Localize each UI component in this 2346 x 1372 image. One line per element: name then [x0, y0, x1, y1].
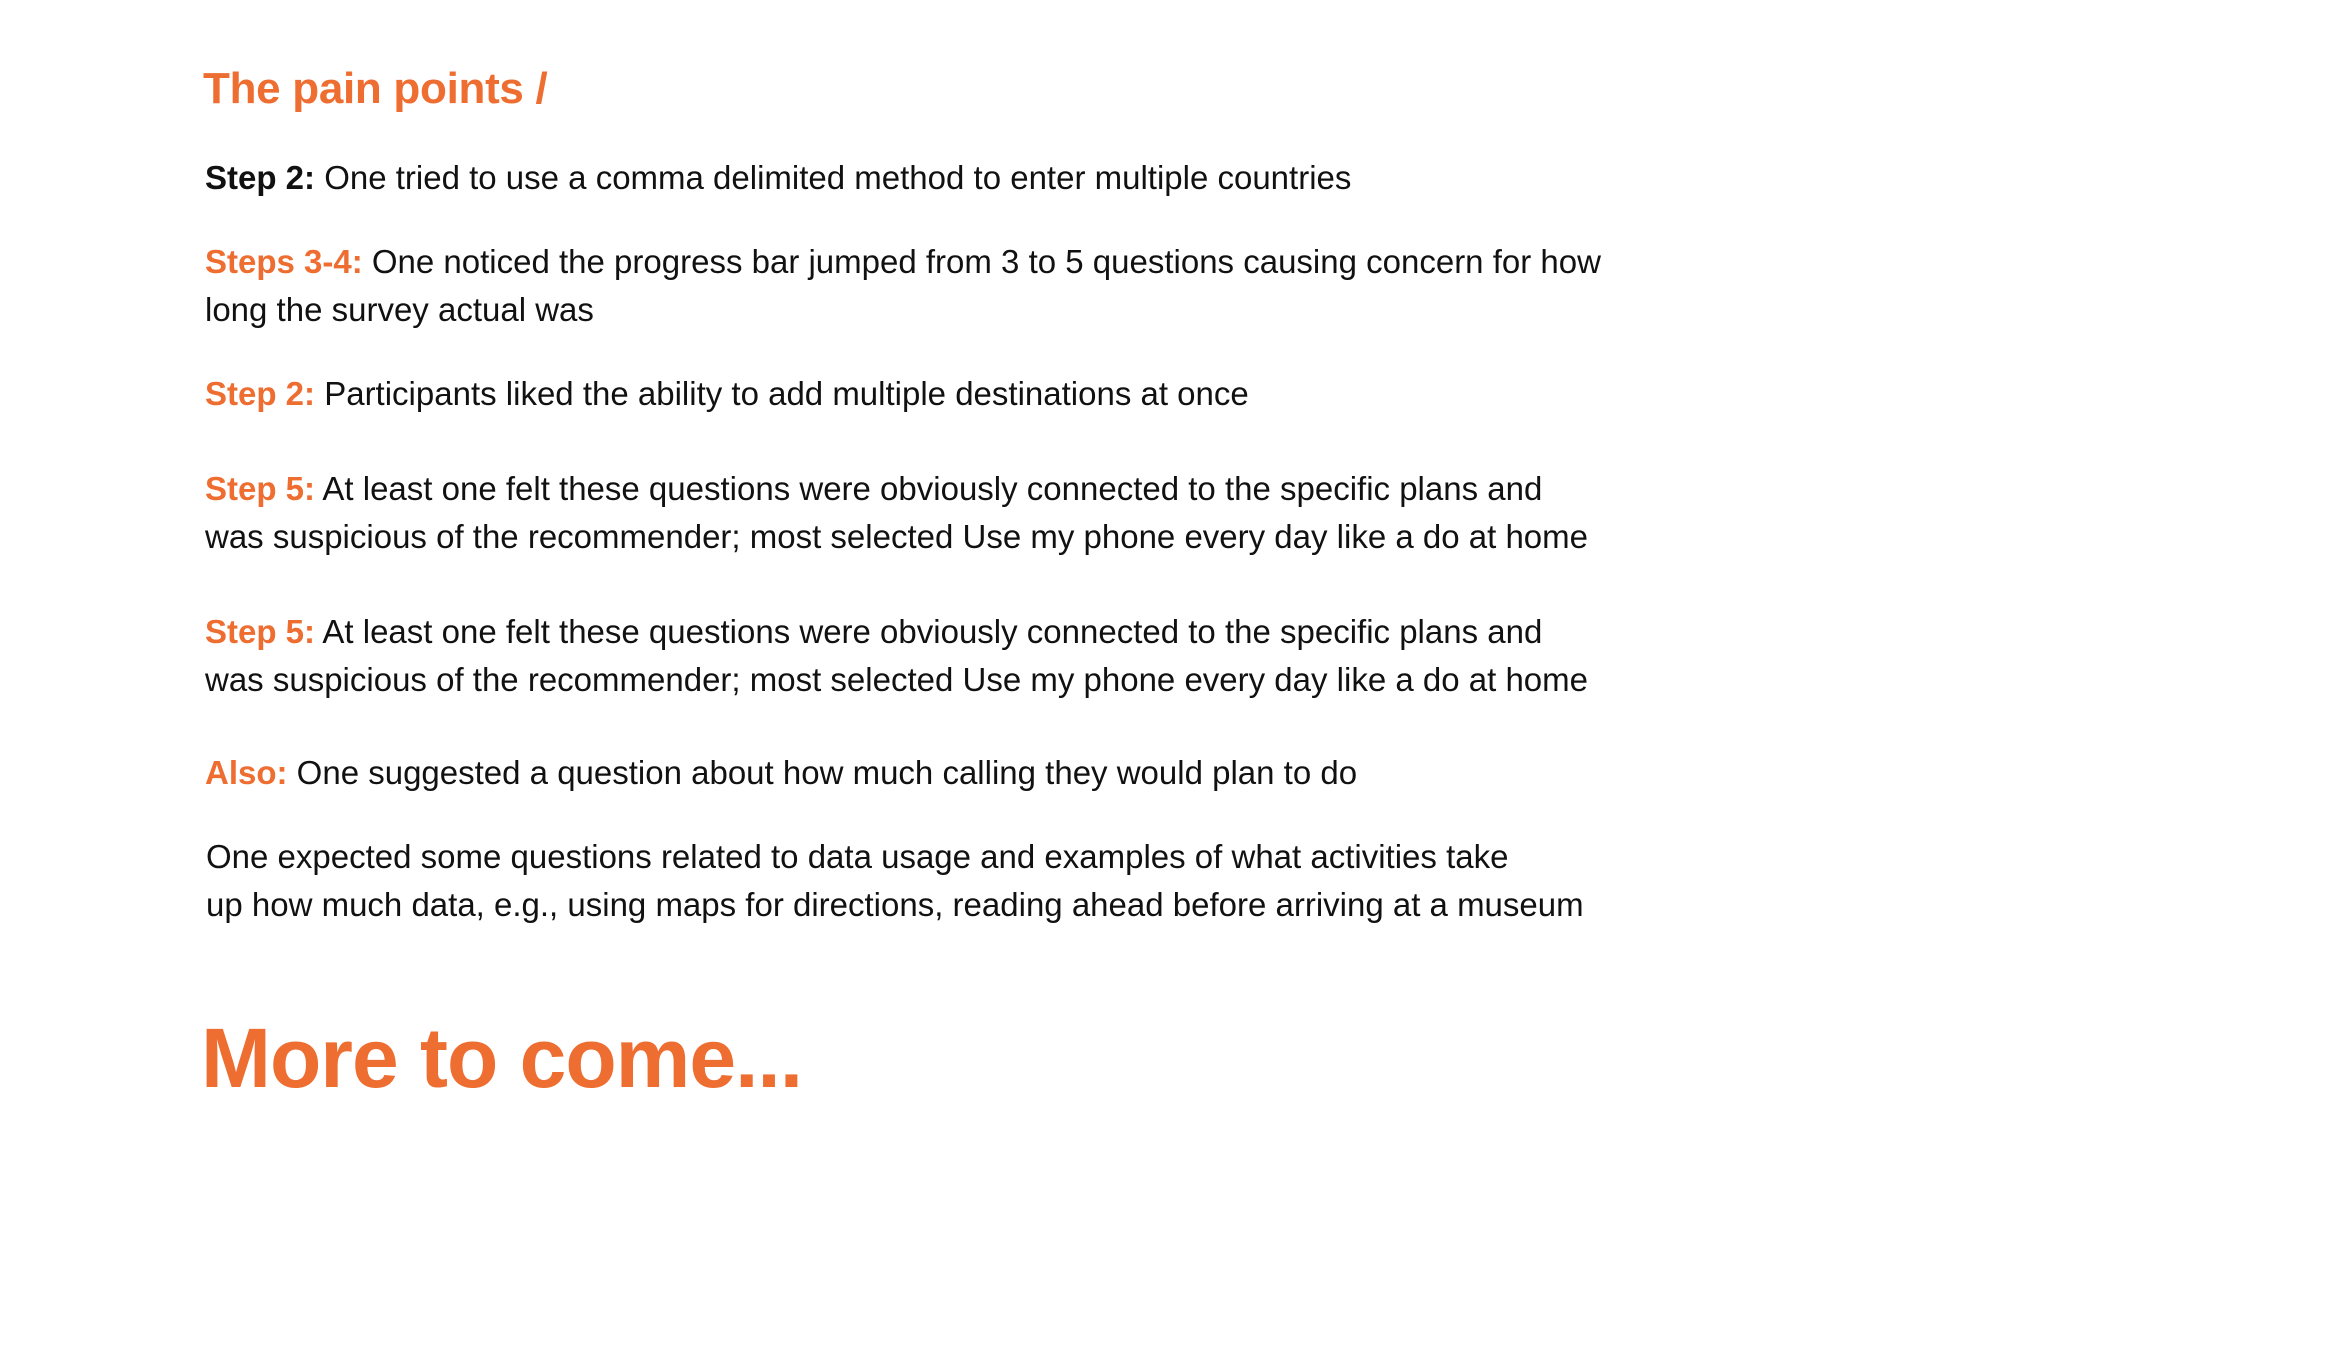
pain-point-text: Participants liked the ability to add multiple destinations at once: [324, 375, 1249, 412]
pain-point-label: Also:: [205, 754, 288, 791]
more-to-come-heading: More to come...: [201, 1011, 803, 1105]
pain-point-text: One suggested a question about how much calling they would plan to do: [296, 754, 1358, 791]
pain-point-label: Step 2:: [205, 375, 316, 412]
pain-point-item: [205, 465, 1588, 561]
pain-point-text: At least one felt these questions were obviously connected to the specific plans and: [322, 613, 1543, 650]
pain-point-item: [205, 370, 1249, 418]
pain-point-text: One expected some questions related to data usage and examples of what activities take: [206, 838, 1509, 875]
pain-point-item: [206, 833, 1584, 929]
pain-point-text-continued: was suspicious of the recommender; most selected Use my phone every day like a do at home: [205, 661, 1589, 698]
pain-point-item: [205, 238, 1601, 334]
pain-point-text-continued: up how much data, e.g., using maps for directions, reading ahead before arriving at a museum: [206, 886, 1584, 923]
pain-point-label: Step 2:: [205, 159, 316, 196]
pain-point-item: [205, 749, 1357, 797]
pain-point-text: One tried to use a comma delimited method to enter multiple countries: [324, 159, 1352, 196]
pain-point-text-continued: long the survey actual was: [205, 291, 594, 328]
pain-point-item: [205, 154, 1351, 202]
pain-point-text: One noticed the progress bar jumped from 3 to 5 questions causing concern for how: [371, 243, 1601, 280]
page-title: The pain points /: [203, 64, 548, 113]
pain-point-label: Steps 3-4:: [205, 243, 363, 280]
pain-point-item: [205, 608, 1588, 704]
pain-point-text-continued: was suspicious of the recommender; most selected Use my phone every day like a do at home: [205, 518, 1589, 555]
pain-point-label: Step 5:: [205, 470, 316, 507]
pain-point-label: Step 5:: [205, 613, 316, 650]
pain-point-text: At least one felt these questions were obviously connected to the specific plans and: [322, 470, 1543, 507]
